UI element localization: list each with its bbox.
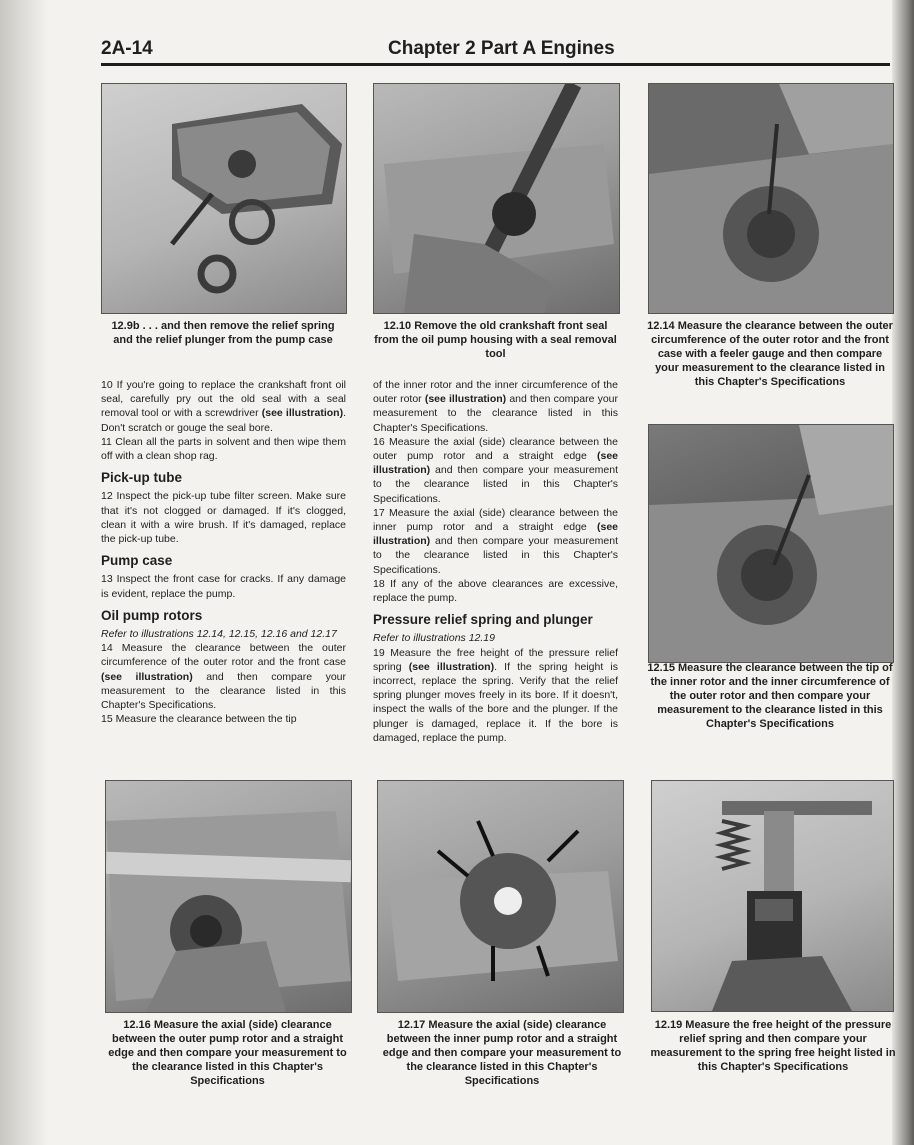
heading-pressure-relief: Pressure relief spring and plunger <box>373 612 593 628</box>
caption-12-15: 12.15 Measure the clearance between the tip of the inner rotor and the inner circumference of the outer rotor and then compare your measurement to the clearance listed in this Chapter's Specifications <box>647 662 893 730</box>
photo-12-17 <box>377 780 624 1013</box>
reference-rotors: Refer to illustrations 12.14, 12.15, 12.16 and 12.17 <box>101 628 337 641</box>
page-number: 2A-14 <box>101 38 153 59</box>
paragraph-14: 14 Measure the clearance between the outer circumference of the outer rotor and the front case (see illustration) and then compare your measurement to the clearance listed in this Chapter's Specifications. <box>101 642 346 712</box>
caption-12-10: 12.10 Remove the old crankshaft front seal from the oil pump housing with a seal removal tool <box>374 320 617 360</box>
photo-12-19 <box>651 780 894 1012</box>
paragraph-12: 12 Inspect the pick-up tube filter screen. Make sure that it's not clogged or damaged. If it's clogged, clean it with a wire brush. If it's damaged, replace the pick-up tube. <box>101 490 346 546</box>
photo-12-9b <box>101 83 347 314</box>
paragraph-15: 15 Measure the clearance between the tip <box>101 713 297 726</box>
paragraph-10: 10 If you're going to replace the crankshaft front oil seal, carefully pry out the old seal with a seal removal tool or with a screwdriver (see illustration). Don't scratch or gouge the seal bore. <box>101 379 346 434</box>
page-binding-edge <box>892 0 914 1145</box>
caption-12-14: 12.14 Measure the clearance between the outer circumference of the outer rotor and the front case with a feeler gauge and then compare your measurement to the clearance listed in this Chapter's Specifications <box>647 320 893 388</box>
paragraph-13: 13 Inspect the front case for cracks. If any damage is evident, replace the pump. <box>101 573 346 600</box>
paragraph-15-continued: of the inner rotor and the inner circumference of the outer rotor (see illustration) and then compare your measurement to the clearance listed in this Chapter's Specifications. <box>373 379 619 434</box>
straight-edge-outer-rotor-image <box>106 781 351 1012</box>
photo-12-14 <box>648 83 894 314</box>
caption-12-19: 12.19 Measure the free height of the pressure relief spring and then compare your measurement to the spring free height listed in this Chapter's Specifications <box>650 1019 896 1073</box>
paragraph-18: 18 If any of the above clearances are excessive, replace the pump. <box>373 577 618 605</box>
heading-oil-pump-rotors: Oil pump rotors <box>101 607 203 623</box>
feeler-gauge-inner-rotor-image <box>649 425 893 662</box>
heading-pick-up-tube: Pick-up tube <box>101 470 183 486</box>
caption-12-17: 12.17 Measure the axial (side) clearance between the inner pump rotor and a straight edge and then compare your measurement to the clearance listed in this Chapter's Specifications <box>382 1019 622 1087</box>
caption-12-16: 12.16 Measure the axial (side) clearance between the outer pump rotor and a straight edge and then compare your measurement to the clearance listed in this Chapter's Specifications <box>108 1019 347 1087</box>
straight-edge-inner-rotor-image <box>378 781 623 1012</box>
caliper-spring-image <box>652 781 893 1011</box>
column-1-text <box>101 378 346 726</box>
reference-relief: Refer to illustrations 12.19 <box>373 632 495 645</box>
column-2-text <box>373 378 618 745</box>
chapter-title: Chapter 2 Part A Engines <box>388 38 615 59</box>
header-rule <box>101 63 890 66</box>
page-edge-shadow <box>0 0 48 1145</box>
paragraph-16: 16 Measure the axial (side) clearance between the outer pump rotor and a straight edge (see illustration) and then compare your measurement to the clearance listed in this Chapter's Specifications. <box>373 435 618 505</box>
heading-pump-case: Pump case <box>101 553 173 569</box>
photo-12-16 <box>105 780 352 1013</box>
paragraph-17: 17 Measure the axial (side) clearance between the inner pump rotor and a straight edge (see illustration) and then compare your measurement to the clearance listed in this Chapter's Specifications. <box>373 506 618 576</box>
caption-12-9b: 12.9b . . . and then remove the relief spring and the relief plunger from the pump case <box>111 320 335 346</box>
photo-12-10 <box>373 83 620 314</box>
paragraph-19: 19 Measure the free height of the pressure relief spring (see illustration). If the spring height is incorrect, replace the spring. Verify that the relief spring plunger moves freely in its bore. If it doesn't, inspect the walls of the bore and the plunger. If the plunger is damaged, replace it. If the bore is damaged, replace the pump. <box>373 646 618 744</box>
feeler-gauge-outer-rotor-image <box>649 84 893 313</box>
paragraph-11: 11 Clean all the parts in solvent and then wipe them off with a clean shop rag. <box>101 435 346 463</box>
oil-pump-parts-image <box>102 84 346 313</box>
seal-removal-image <box>374 84 619 313</box>
photo-12-15 <box>648 424 894 663</box>
